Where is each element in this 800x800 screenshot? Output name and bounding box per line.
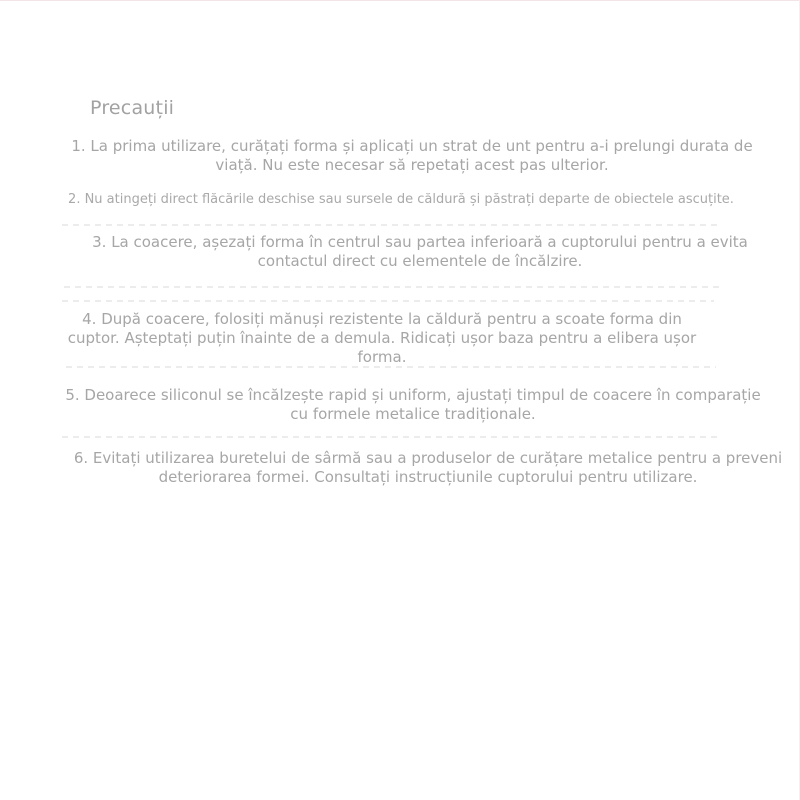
precaution-item: 5. Deoarece siliconul se încălzește rapid și uniform, ajustați timpul de coacere în comparație cu formele metalice tradiționale. <box>65 386 761 423</box>
precaution-item: 4. După coacere, folosiți mănuși rezistente la căldură pentru a scoate forma din cuptor. Așteptați puțin înainte de a demula. Ridicați ușor baza pentru a elibera ușor forma. <box>67 310 697 366</box>
page-title: Precauții <box>90 97 175 119</box>
faint-line-2 <box>64 286 720 288</box>
faint-line-1 <box>62 224 722 226</box>
faint-line-5 <box>62 436 722 438</box>
frame-top-border <box>0 0 800 1</box>
precaution-item: 6. Evitați utilizarea buretelui de sârmă sau a produselor de curățare metalice pentru a preveni deteriorarea formei. Consultați instrucțiunile cuptorului pentru utilizare. <box>73 449 783 486</box>
precaution-item: 2. Nu atingeți direct flăcările deschise sau sursele de căldură și păstrați departe de obiectele ascuțite. <box>68 192 734 207</box>
precaution-item: 1. La prima utilizare, curățați forma și aplicați un strat de unt pentru a-i prelungi durata de viață. Nu este necesar să repetați acest pas ulterior. <box>71 137 753 174</box>
precaution-item: 3. La coacere, așezați forma în centrul sau partea inferioară a cuptorului pentru a evita contactul direct cu elementele de încălzire. <box>92 233 748 270</box>
faint-line-3 <box>62 300 714 302</box>
